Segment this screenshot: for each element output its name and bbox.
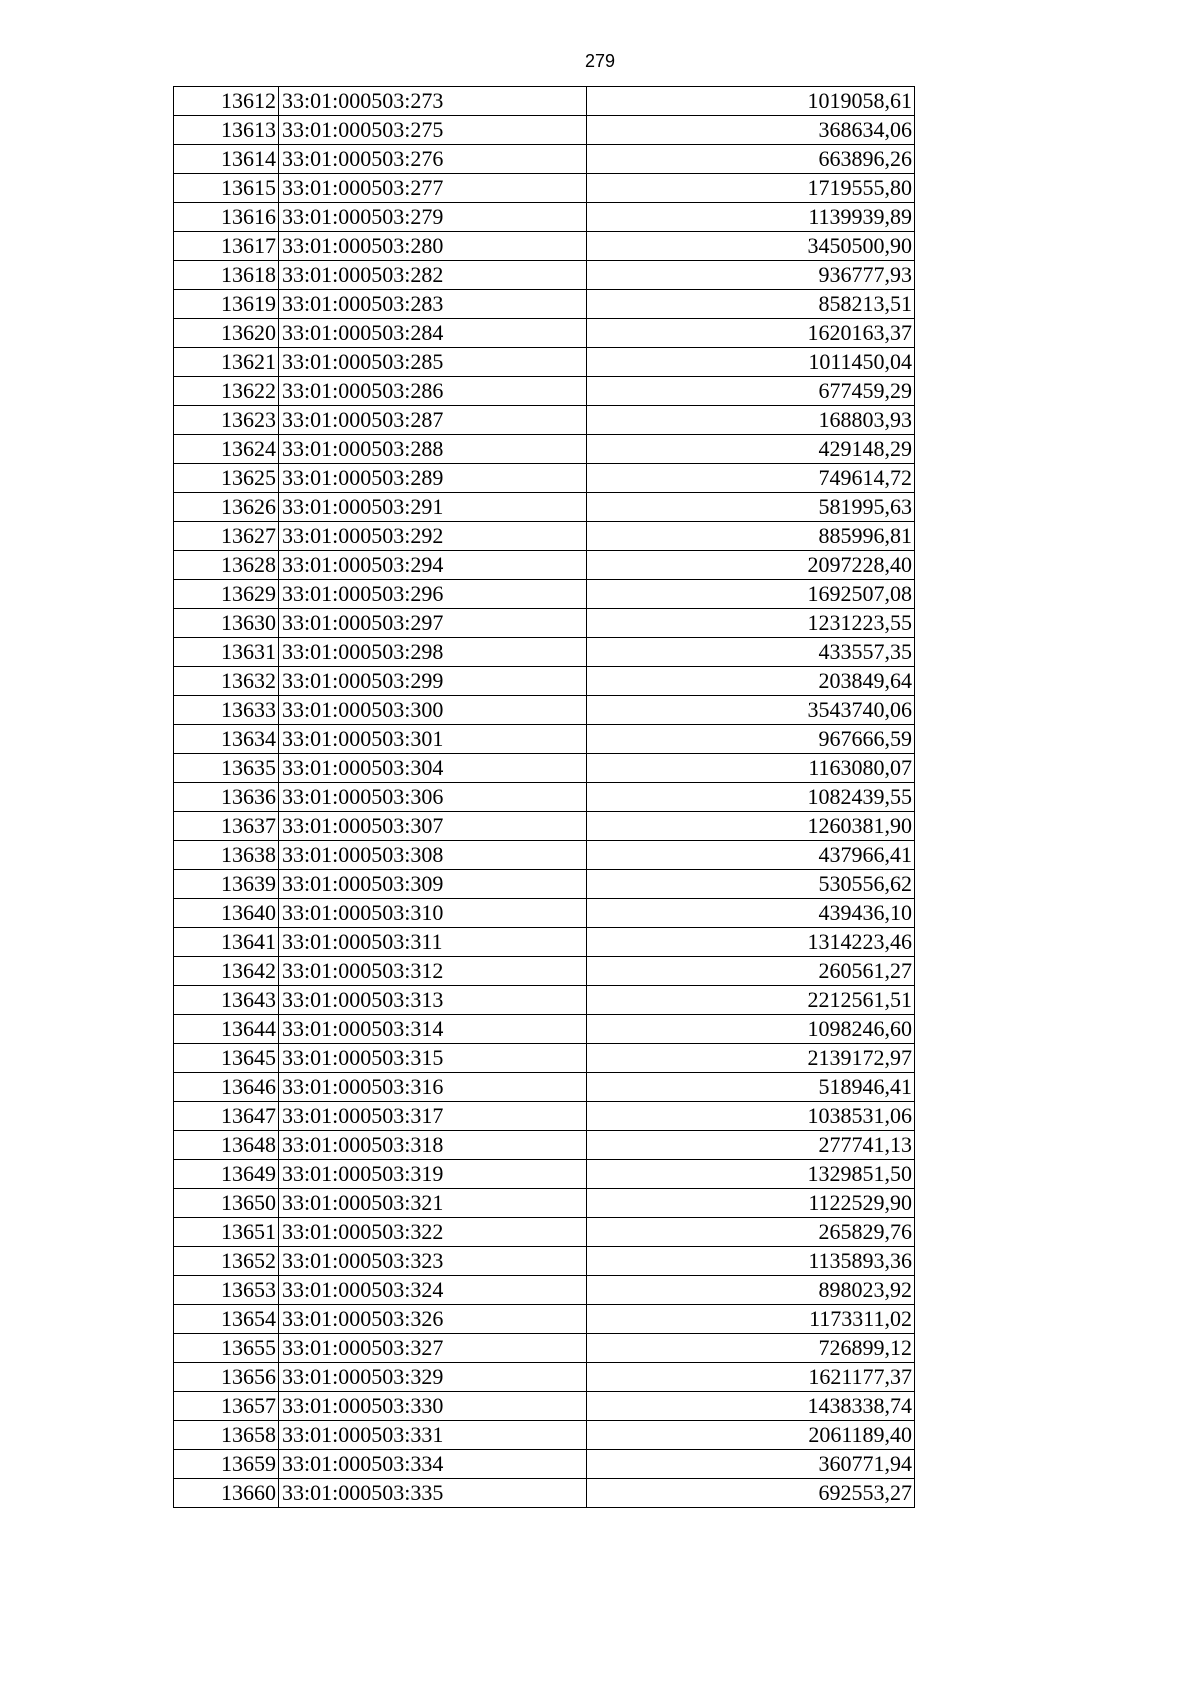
cadastral-value-cell: 3450500,90 [587, 232, 915, 261]
row-number-cell: 13649 [174, 1160, 279, 1189]
row-number-cell: 13660 [174, 1479, 279, 1508]
row-number-cell: 13634 [174, 725, 279, 754]
cadastral-number-cell: 33:01:000503:318 [279, 1131, 587, 1160]
row-number-cell: 13638 [174, 841, 279, 870]
row-number-cell: 13646 [174, 1073, 279, 1102]
row-number-cell: 13616 [174, 203, 279, 232]
cadastral-number-cell: 33:01:000503:280 [279, 232, 587, 261]
cadastral-value-cell: 429148,29 [587, 435, 915, 464]
table-row [174, 928, 915, 957]
cadastral-number-cell: 33:01:000503:317 [279, 1102, 587, 1131]
cadastral-number-cell: 33:01:000503:286 [279, 377, 587, 406]
row-number-cell: 13645 [174, 1044, 279, 1073]
row-number-cell: 13627 [174, 522, 279, 551]
table-row [174, 348, 915, 377]
row-number-cell: 13654 [174, 1305, 279, 1334]
cadastral-value-cell: 518946,41 [587, 1073, 915, 1102]
table-row [174, 638, 915, 667]
cadastral-number-cell: 33:01:000503:319 [279, 1160, 587, 1189]
cadastral-value-cell: 203849,64 [587, 667, 915, 696]
cadastral-number-cell: 33:01:000503:322 [279, 1218, 587, 1247]
cadastral-number-cell: 33:01:000503:334 [279, 1450, 587, 1479]
table-row [174, 870, 915, 899]
table-row [174, 435, 915, 464]
row-number-cell: 13614 [174, 145, 279, 174]
row-number-cell: 13620 [174, 319, 279, 348]
table-row [174, 812, 915, 841]
cadastral-value-cell: 1163080,07 [587, 754, 915, 783]
table-row [174, 87, 915, 116]
cadastral-number-cell: 33:01:000503:273 [279, 87, 587, 116]
row-number-cell: 13641 [174, 928, 279, 957]
row-number-cell: 13633 [174, 696, 279, 725]
cadastral-value-cell: 692553,27 [587, 1479, 915, 1508]
cadastral-value-cell: 898023,92 [587, 1276, 915, 1305]
cadastral-number-cell: 33:01:000503:315 [279, 1044, 587, 1073]
cadastral-number-cell: 33:01:000503:285 [279, 348, 587, 377]
table-row [174, 290, 915, 319]
cadastral-number-cell: 33:01:000503:331 [279, 1421, 587, 1450]
cadastral-number-cell: 33:01:000503:279 [279, 203, 587, 232]
table-row [174, 464, 915, 493]
cadastral-value-cell: 439436,10 [587, 899, 915, 928]
table-row [174, 1276, 915, 1305]
cadastral-value-cell: 1019058,61 [587, 87, 915, 116]
cadastral-value-cell: 530556,62 [587, 870, 915, 899]
cadastral-number-cell: 33:01:000503:335 [279, 1479, 587, 1508]
cadastral-number-cell: 33:01:000503:323 [279, 1247, 587, 1276]
table-row [174, 174, 915, 203]
cadastral-value-cell: 1098246,60 [587, 1015, 915, 1044]
table-row [174, 580, 915, 609]
row-number-cell: 13650 [174, 1189, 279, 1218]
row-number-cell: 13655 [174, 1334, 279, 1363]
row-number-cell: 13625 [174, 464, 279, 493]
table-row [174, 957, 915, 986]
cadastral-number-cell: 33:01:000503:282 [279, 261, 587, 290]
table-row [174, 1305, 915, 1334]
table-row [174, 1392, 915, 1421]
cadastral-number-cell: 33:01:000503:294 [279, 551, 587, 580]
cadastral-value-cell: 1011450,04 [587, 348, 915, 377]
row-number-cell: 13631 [174, 638, 279, 667]
cadastral-value-cell: 1135893,36 [587, 1247, 915, 1276]
row-number-cell: 13632 [174, 667, 279, 696]
cadastral-number-cell: 33:01:000503:312 [279, 957, 587, 986]
cadastral-value-cell: 1173311,02 [587, 1305, 915, 1334]
table-row [174, 1160, 915, 1189]
row-number-cell: 13626 [174, 493, 279, 522]
cadastral-value-cell: 2097228,40 [587, 551, 915, 580]
cadastral-value-cell: 677459,29 [587, 377, 915, 406]
table-row [174, 551, 915, 580]
table-row [174, 609, 915, 638]
row-number-cell: 13653 [174, 1276, 279, 1305]
cadastral-value-cell: 2061189,40 [587, 1421, 915, 1450]
cadastral-number-cell: 33:01:000503:299 [279, 667, 587, 696]
table-row [174, 145, 915, 174]
row-number-cell: 13617 [174, 232, 279, 261]
cadastral-number-cell: 33:01:000503:324 [279, 1276, 587, 1305]
cadastral-value-cell: 1139939,89 [587, 203, 915, 232]
table-row [174, 1247, 915, 1276]
cadastral-number-cell: 33:01:000503:330 [279, 1392, 587, 1421]
cadastral-value-cell: 581995,63 [587, 493, 915, 522]
cadastral-value-cell: 663896,26 [587, 145, 915, 174]
table-row [174, 116, 915, 145]
table-row [174, 261, 915, 290]
cadastral-value-cell: 360771,94 [587, 1450, 915, 1479]
cadastral-value-cell: 433557,35 [587, 638, 915, 667]
table-row [174, 522, 915, 551]
table-row [174, 1218, 915, 1247]
cadastral-value-cell: 858213,51 [587, 290, 915, 319]
cadastral-value-cell: 168803,93 [587, 406, 915, 435]
cadastral-value-cell: 1329851,50 [587, 1160, 915, 1189]
cadastral-number-cell: 33:01:000503:321 [279, 1189, 587, 1218]
table-row [174, 1421, 915, 1450]
row-number-cell: 13639 [174, 870, 279, 899]
cadastral-value-cell: 726899,12 [587, 1334, 915, 1363]
row-number-cell: 13636 [174, 783, 279, 812]
row-number-cell: 13647 [174, 1102, 279, 1131]
table-row [174, 1189, 915, 1218]
row-number-cell: 13621 [174, 348, 279, 377]
table-row [174, 203, 915, 232]
cadastral-value-cell: 2212561,51 [587, 986, 915, 1015]
row-number-cell: 13637 [174, 812, 279, 841]
cadastral-value-cell: 1260381,90 [587, 812, 915, 841]
table-row [174, 725, 915, 754]
cadastral-value-cell: 260561,27 [587, 957, 915, 986]
table-row [174, 319, 915, 348]
cadastral-number-cell: 33:01:000503:277 [279, 174, 587, 203]
cadastral-value-cell: 967666,59 [587, 725, 915, 754]
row-number-cell: 13628 [174, 551, 279, 580]
table-row [174, 1073, 915, 1102]
cadastral-value-cell: 749614,72 [587, 464, 915, 493]
cadastral-value-cell: 1231223,55 [587, 609, 915, 638]
cadastral-number-cell: 33:01:000503:308 [279, 841, 587, 870]
row-number-cell: 13624 [174, 435, 279, 464]
cadastral-value-cell: 1438338,74 [587, 1392, 915, 1421]
table-row [174, 493, 915, 522]
row-number-cell: 13623 [174, 406, 279, 435]
table-row [174, 1131, 915, 1160]
table-row [174, 1450, 915, 1479]
row-number-cell: 13615 [174, 174, 279, 203]
row-number-cell: 13657 [174, 1392, 279, 1421]
table-row [174, 1102, 915, 1131]
cadastral-number-cell: 33:01:000503:284 [279, 319, 587, 348]
cadastral-value-cell: 368634,06 [587, 116, 915, 145]
cadastral-value-cell: 1038531,06 [587, 1102, 915, 1131]
cadastral-value-cell: 885996,81 [587, 522, 915, 551]
cadastral-number-cell: 33:01:000503:287 [279, 406, 587, 435]
cadastral-number-cell: 33:01:000503:288 [279, 435, 587, 464]
cadastral-value-cell: 1692507,08 [587, 580, 915, 609]
row-number-cell: 13642 [174, 957, 279, 986]
table-row [174, 667, 915, 696]
cadastral-number-cell: 33:01:000503:326 [279, 1305, 587, 1334]
cadastral-number-cell: 33:01:000503:283 [279, 290, 587, 319]
table-body [174, 87, 915, 1508]
row-number-cell: 13658 [174, 1421, 279, 1450]
cadastral-number-cell: 33:01:000503:313 [279, 986, 587, 1015]
table-row [174, 377, 915, 406]
cadastral-number-cell: 33:01:000503:307 [279, 812, 587, 841]
row-number-cell: 13659 [174, 1450, 279, 1479]
cadastral-value-cell: 437966,41 [587, 841, 915, 870]
cadastral-number-cell: 33:01:000503:309 [279, 870, 587, 899]
cadastral-value-cell: 1621177,37 [587, 1363, 915, 1392]
cadastral-number-cell: 33:01:000503:316 [279, 1073, 587, 1102]
row-number-cell: 13652 [174, 1247, 279, 1276]
cadastral-value-cell: 1314223,46 [587, 928, 915, 957]
cadastral-number-cell: 33:01:000503:306 [279, 783, 587, 812]
cadastral-number-cell: 33:01:000503:301 [279, 725, 587, 754]
page-number: 279 [584, 51, 616, 71]
cadastral-number-cell: 33:01:000503:329 [279, 1363, 587, 1392]
cadastral-number-cell: 33:01:000503:275 [279, 116, 587, 145]
cadastral-number-cell: 33:01:000503:276 [279, 145, 587, 174]
cadastral-number-cell: 33:01:000503:298 [279, 638, 587, 667]
cadastral-number-cell: 33:01:000503:310 [279, 899, 587, 928]
cadastral-value-cell: 1719555,80 [587, 174, 915, 203]
table-row [174, 986, 915, 1015]
table-row [174, 841, 915, 870]
row-number-cell: 13643 [174, 986, 279, 1015]
row-number-cell: 13618 [174, 261, 279, 290]
row-number-cell: 13651 [174, 1218, 279, 1247]
table-row [174, 1479, 915, 1508]
table-row [174, 1363, 915, 1392]
cadastral-value-cell: 936777,93 [587, 261, 915, 290]
row-number-cell: 13640 [174, 899, 279, 928]
row-number-cell: 13644 [174, 1015, 279, 1044]
cadastral-value-cell: 1620163,37 [587, 319, 915, 348]
row-number-cell: 13612 [174, 87, 279, 116]
table-row [174, 754, 915, 783]
table-row [174, 232, 915, 261]
row-number-cell: 13619 [174, 290, 279, 319]
cadastral-value-table [173, 86, 915, 1508]
cadastral-value-cell: 277741,13 [587, 1131, 915, 1160]
table-row [174, 1015, 915, 1044]
row-number-cell: 13648 [174, 1131, 279, 1160]
cadastral-number-cell: 33:01:000503:304 [279, 754, 587, 783]
cadastral-value-cell: 3543740,06 [587, 696, 915, 725]
cadastral-value-cell: 2139172,97 [587, 1044, 915, 1073]
table-row [174, 696, 915, 725]
table-row [174, 1044, 915, 1073]
cadastral-value-cell: 1082439,55 [587, 783, 915, 812]
cadastral-number-cell: 33:01:000503:291 [279, 493, 587, 522]
table-row [174, 783, 915, 812]
table-row [174, 406, 915, 435]
row-number-cell: 13629 [174, 580, 279, 609]
row-number-cell: 13656 [174, 1363, 279, 1392]
row-number-cell: 13635 [174, 754, 279, 783]
cadastral-value-cell: 1122529,90 [587, 1189, 915, 1218]
cadastral-number-cell: 33:01:000503:311 [279, 928, 587, 957]
cadastral-number-cell: 33:01:000503:314 [279, 1015, 587, 1044]
cadastral-value-cell: 265829,76 [587, 1218, 915, 1247]
cadastral-number-cell: 33:01:000503:296 [279, 580, 587, 609]
cadastral-number-cell: 33:01:000503:292 [279, 522, 587, 551]
cadastral-number-cell: 33:01:000503:297 [279, 609, 587, 638]
cadastral-number-cell: 33:01:000503:300 [279, 696, 587, 725]
cadastral-number-cell: 33:01:000503:327 [279, 1334, 587, 1363]
table-row [174, 899, 915, 928]
table-row [174, 1334, 915, 1363]
row-number-cell: 13613 [174, 116, 279, 145]
row-number-cell: 13630 [174, 609, 279, 638]
cadastral-number-cell: 33:01:000503:289 [279, 464, 587, 493]
row-number-cell: 13622 [174, 377, 279, 406]
